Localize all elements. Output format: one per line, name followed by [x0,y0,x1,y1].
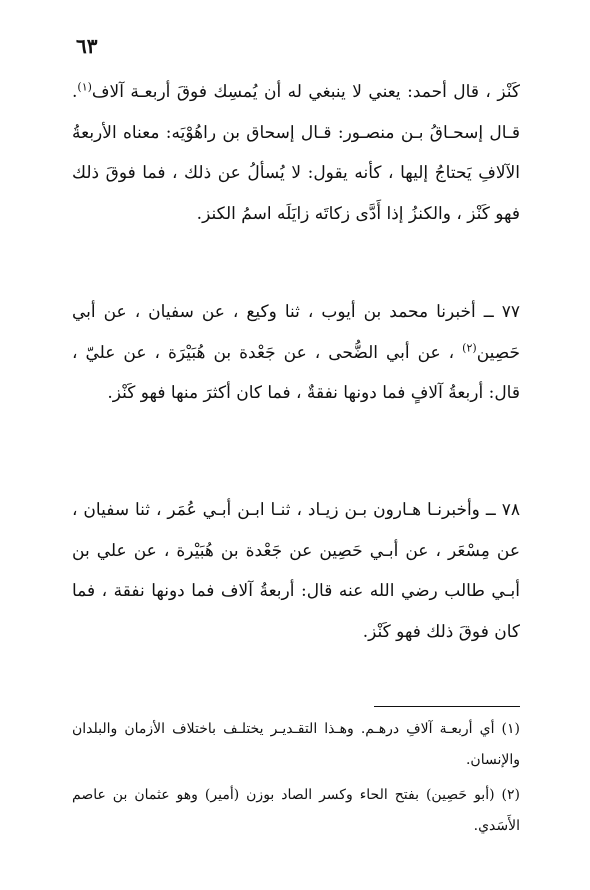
paragraph-1-text-b: . قـال إسحـاقُ بـن منصـور: قـال إسحاق بن راهُوْيَه: معناه الأربعةُ الآلافِ يَحتاجُ إليها ، كأنه يقول: لا يُسألُ عن ذلك ، فما فوقَ ذلك فهو كَنْز ، والكنزُ إذا أَدَّى زكاتَه زايَلَه اسمُ الكنز. [72,82,520,224]
footnote-ref-2[interactable]: (٢) [462,340,477,354]
footnote-2: (٢) (أبو حَصِين) بفتح الحاء وكسر الصاد بوزن (أمير) وهو عثمان بن عاصم الأَسَدي. [72,787,520,834]
paragraph-77-text-a: ٧٧ ــ أخبرنا محمد بن أيوب ، ثنا وكيع ، عن سفيان ، عن أبي حَصِين [72,302,521,363]
footnote-divider [374,706,520,707]
paragraph-77 [72,292,520,414]
page-number: ٦٣ [76,34,98,58]
paragraph-77-text-b: ، عن أبي الضُّحى ، عن جَعْدة بن هُبَيْرَة ، عن عليّ ، قال: أربعةُ آلافٍ فما دونها نفقةٌ ، فما كان أكثرَ منها فهو كَنْز. [72,342,520,403]
paragraph-78: ٧٨ ــ وأخبرنـا هـارون بـن زيـاد ، ثنـا ابـن أبـي عُمَر ، ثنا سفيان ، عن مِسْعَر ، عن أبـي حَصِين عن جَعْدة بن هُبَيْرة ، عن علي بن أبـي طالب رضي الله عنه قال: أربعةُ آلاف فما دونها نفقة ، فما كان فوقَ ذلك فهو كَنْز. [72,500,520,642]
paragraph-1 [72,72,520,234]
paragraph-1-text-a: كَنْز ، قال أحمد: يعني لا ينبغي له أن يُمسِك فوقَ أربعـة آلاف [91,82,520,102]
footnote-ref-1[interactable]: (١) [77,80,92,94]
footnote-1: (١) أي أربعـة آلافِ درهـم. وهـذا التقـديـر يختلـف باختلاف الأزمان والبلدان والإنسان. [72,721,520,768]
